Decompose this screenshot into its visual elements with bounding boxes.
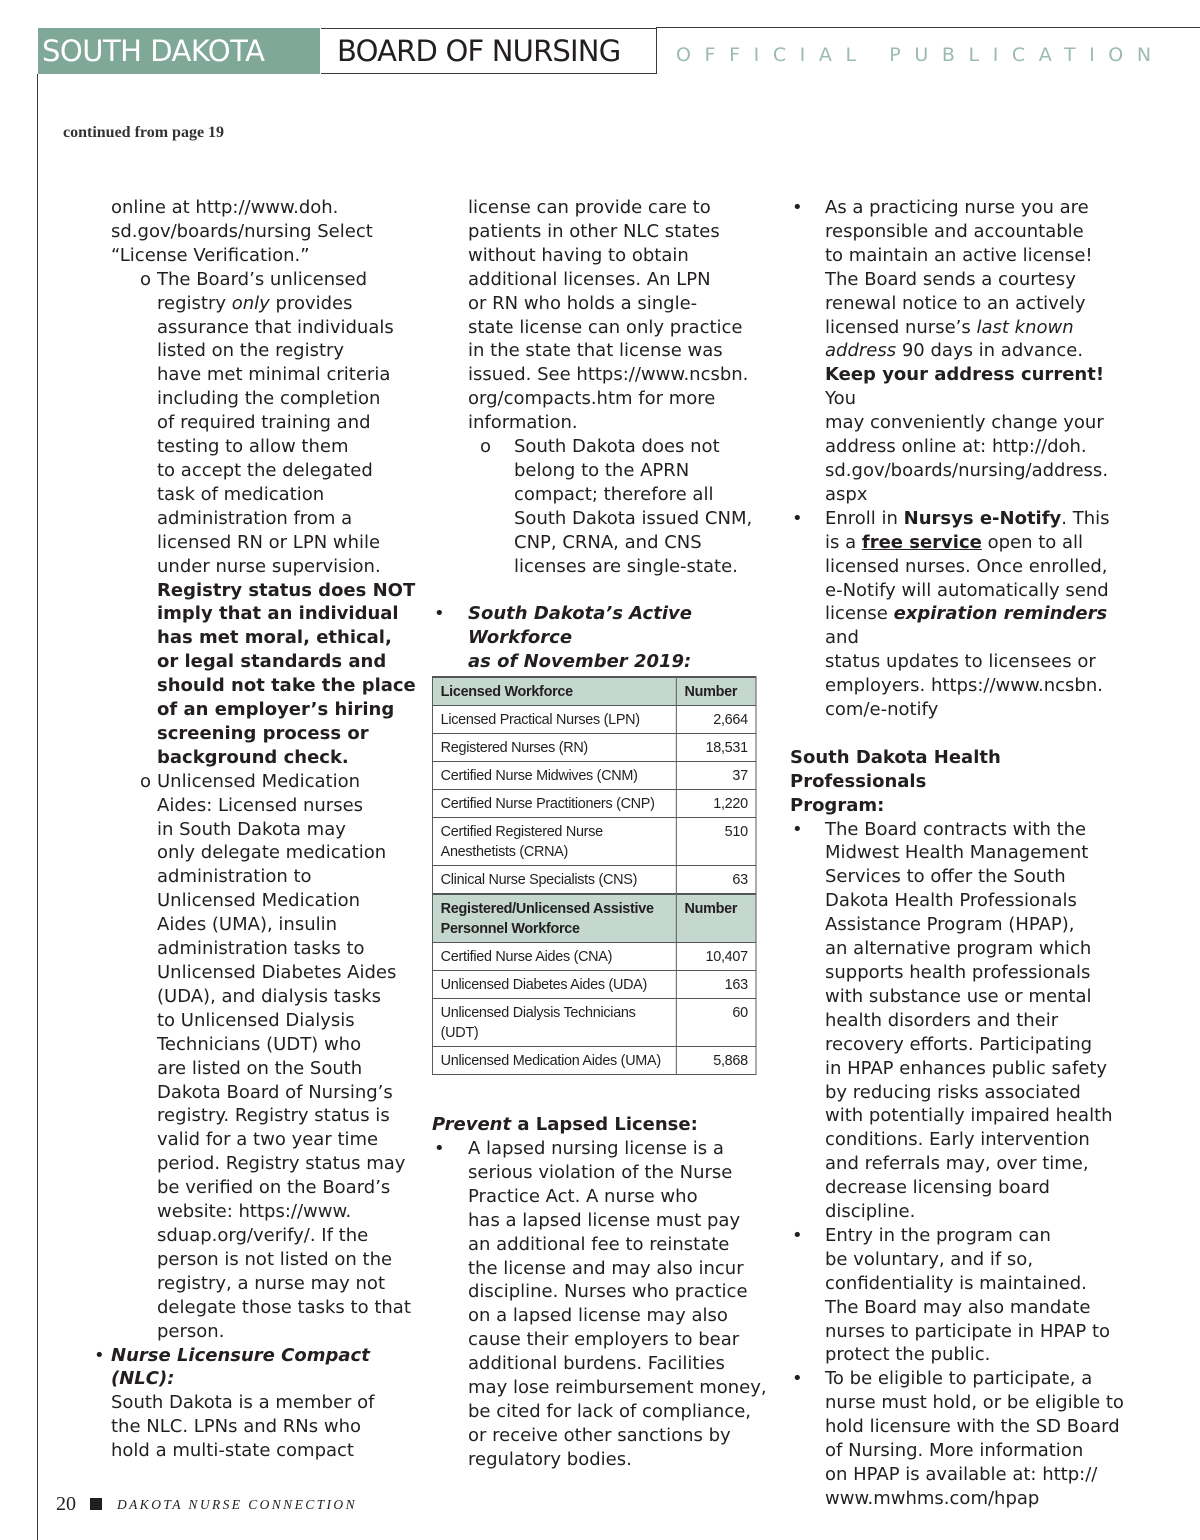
text-line: address 90 days in advance. <box>825 340 1084 362</box>
text-line: license expiration reminders and <box>825 603 1108 649</box>
text-line: patients in other NLC states <box>468 220 720 242</box>
text-line: sduap.org/verify/. If the <box>157 1224 369 1246</box>
text-line: Unlicensed Diabetes Aides <box>157 962 397 983</box>
text-line: are listed on the South <box>157 1057 363 1079</box>
page-number: 20 <box>56 1493 76 1515</box>
hpap-heading: Program: <box>790 794 885 816</box>
text-line: Practice Act. A nurse who <box>468 1185 698 1207</box>
bold-line: background check. <box>157 746 349 768</box>
text-line: Aides (UMA), insulin <box>157 914 338 936</box>
text-line: only delegate medication <box>157 842 387 864</box>
text-line: on a lapsed license may also <box>468 1305 728 1327</box>
bold-line: imply that an individual <box>157 603 399 625</box>
text-line: or RN who holds a single- <box>468 292 698 314</box>
text-line: without having to obtain <box>468 244 689 266</box>
table-cell: Certified Nurse Midwives (CNM) <box>432 762 676 790</box>
table-cell: Unlicensed Dialysis Technicians (UDT) <box>432 999 676 1047</box>
header-rule <box>656 27 1200 28</box>
text-line: have met minimal criteria <box>157 364 391 386</box>
table-cell: Licensed Practical Nurses (LPN) <box>432 706 676 734</box>
verification-paragraph <box>92 196 417 268</box>
table-cell: Unlicensed Medication Aides (UMA) <box>432 1047 676 1075</box>
table-cell: 2,664 <box>676 706 756 734</box>
text-line: e-Notify will automatically send <box>825 579 1109 601</box>
text-line: or receive other sanctions by <box>468 1424 731 1446</box>
table-cell: Certified Registered Nurse Anesthetists (CRNA) <box>432 818 676 866</box>
table-header-row <box>432 677 756 706</box>
table-cell: 510 <box>676 818 756 866</box>
table-header-row <box>432 894 756 943</box>
table-cell: Certified Nurse Practitioners (CNP) <box>432 790 676 818</box>
text-line: in the state that license was <box>468 340 723 362</box>
emphasis: only <box>231 292 270 314</box>
table-row <box>432 999 756 1047</box>
text-line: aspx <box>825 483 868 505</box>
column-3 <box>790 196 1130 1511</box>
table-header-cell: Registered/Unlicensed Assistive Personnel Workforce <box>432 894 676 943</box>
text-line: of required training and <box>157 412 371 434</box>
text-line: may conveniently change your <box>825 412 1104 434</box>
text-line: South Dakota is a member of <box>111 1392 375 1414</box>
hpap-bullet-1 <box>790 818 1130 1224</box>
text-line: o The Board’s unlicensed <box>157 268 367 290</box>
text-line: in South Dakota may <box>157 818 346 840</box>
text-line: registry only provides <box>157 292 353 314</box>
registry-subitem <box>92 268 417 770</box>
text-line: • To be eligible to participate, a <box>825 1368 1093 1390</box>
bold-line: has met moral, ethical, <box>157 627 392 649</box>
table-cell: 163 <box>676 971 756 999</box>
text-line: person is not listed on the <box>157 1248 393 1270</box>
bold-line: should not take the place <box>157 675 416 697</box>
text-line: to maintain an active license! <box>825 244 1093 266</box>
text-line: be verified on the Board’s <box>157 1177 391 1199</box>
table-row <box>432 790 756 818</box>
text-line: Keep your address current! You <box>825 364 1105 410</box>
practice-bullet <box>790 196 1130 507</box>
text-line: • Entry in the program can <box>825 1224 1051 1246</box>
table-row <box>432 866 756 895</box>
table-header-cell: Licensed Workforce <box>432 677 676 706</box>
text-line: administration tasks to <box>157 938 365 960</box>
table-cell: 18,531 <box>676 734 756 762</box>
table-row <box>432 706 756 734</box>
text-line: Services to offer the South <box>825 866 1066 888</box>
bold-line: of an employer’s hiring <box>157 699 395 721</box>
hpap-bullet-2 <box>790 1224 1130 1367</box>
text-line: serious violation of the Nurse <box>468 1161 733 1183</box>
text-line: be voluntary, and if so, <box>825 1248 1034 1270</box>
column-1 <box>92 196 417 1463</box>
table-row <box>432 943 756 971</box>
bold-line: Registry status does NOT <box>157 579 416 601</box>
free-service-link[interactable]: free service <box>861 531 982 553</box>
text-line: • As a practicing nurse you are <box>825 197 1089 218</box>
spacer <box>432 579 772 603</box>
text-line: sd.gov/boards/nursing Select <box>111 220 373 242</box>
workforce-bullet <box>432 602 772 674</box>
text-line: belong to the APRN <box>514 459 690 481</box>
text-line: o Unlicensed Medication <box>157 770 361 792</box>
lapsed-heading: Prevent a Lapsed License: <box>432 1114 698 1136</box>
column-2 <box>432 196 772 1472</box>
text-line: of Nursing. More information <box>825 1440 1084 1462</box>
text-line: conditions. Early intervention <box>825 1129 1090 1151</box>
text-line: discipline. <box>825 1201 916 1223</box>
text-line: with substance use or mental <box>825 985 1092 1007</box>
text-line: under nurse supervision. <box>157 555 381 577</box>
table-cell: 5,868 <box>676 1047 756 1075</box>
bold-line: screening process or <box>157 722 369 744</box>
text-line: an alternative program which <box>825 938 1092 960</box>
text-line: state license can only practice <box>468 316 743 338</box>
bold-line: or legal standards and <box>157 651 387 673</box>
table-cell: 10,407 <box>676 943 756 971</box>
text-line: South Dakota issued CNM, <box>514 507 753 529</box>
workforce-table <box>432 676 756 1075</box>
table-row <box>432 762 756 790</box>
text-line: licensed nurses. Once enrolled, <box>825 555 1108 577</box>
text-line: com/e-notify <box>825 699 939 721</box>
text-line: discipline. Nurses who practice <box>468 1281 748 1303</box>
table-cell: 37 <box>676 762 756 790</box>
page-frame-rule <box>37 74 38 1540</box>
aprn-subitem <box>432 435 772 578</box>
text-line: additional burdens. Facilities <box>468 1353 725 1375</box>
table-cell: 1,220 <box>676 790 756 818</box>
masthead-publication: OFFICIAL PUBLICATION <box>676 44 1165 66</box>
text-line: confidentiality is maintained. <box>825 1272 1087 1294</box>
text-line: in HPAP enhances public safety <box>825 1057 1108 1079</box>
text-line: • The Board contracts with the <box>825 818 1087 840</box>
masthead-state: SOUTH DAKOTA <box>38 28 320 74</box>
text-line: delegate those tasks to that <box>157 1296 411 1318</box>
text-line: with potentially impaired health <box>825 1105 1113 1127</box>
text-line: to Unlicensed Dialysis <box>157 1009 355 1031</box>
text-line: Dakota Health Professionals <box>825 890 1077 912</box>
text-line: the license and may also incur <box>468 1257 744 1279</box>
text-line: the NLC. LPNs and RNs who <box>111 1416 362 1438</box>
text-line: registry. Registry status is <box>157 1105 390 1127</box>
text-line: regulatory bodies. <box>468 1448 632 1470</box>
text-line: renewal notice to an actively <box>825 292 1086 314</box>
lapsed-bullet <box>432 1137 772 1472</box>
text-line: hold licensure with the SD Board <box>825 1416 1120 1438</box>
text-line: and referrals may, over time, <box>825 1153 1089 1175</box>
text-line: website: https://www. <box>157 1201 352 1223</box>
uma-subitem <box>92 770 417 1344</box>
text-line: valid for a two year time <box>157 1129 379 1151</box>
text-line: address online at: http://doh. <box>825 436 1087 458</box>
table-cell: Clinical Nurse Specialists (CNS) <box>432 866 676 895</box>
text-line: (UDA), and dialysis tasks <box>157 985 381 1007</box>
text-line: compact; therefore all <box>514 483 714 505</box>
text-line: supports health professionals <box>825 961 1091 983</box>
enotify-bullet <box>790 507 1130 722</box>
text-line: including the completion <box>157 388 381 410</box>
hpap-bullet-3 <box>790 1367 1130 1510</box>
workforce-heading: as of November 2019: <box>468 651 692 673</box>
nlc-heading: • Nurse Licensure Compact (NLC): <box>111 1344 370 1390</box>
text-line: protect the public. <box>825 1344 991 1366</box>
text-line: org/compacts.htm for more <box>468 388 716 410</box>
text-line: licensed RN or LPN while <box>157 531 381 553</box>
text-line: registry, a nurse may not <box>157 1272 385 1294</box>
text-line: has a lapsed license must pay <box>468 1209 741 1231</box>
text-line: administration to <box>157 866 312 888</box>
text-line: issued. See https://www.ncsbn. <box>468 364 749 386</box>
text-line: status updates to licensees or <box>825 651 1096 673</box>
text-line: “License Verification.” <box>111 244 310 266</box>
text-line: The Board sends a courtesy <box>825 268 1076 290</box>
text-line: assurance that individuals <box>157 316 394 338</box>
spacer <box>432 1075 772 1113</box>
masthead-board: BOARD OF NURSING <box>321 28 657 74</box>
text-line: Assistance Program (HPAP), <box>825 914 1075 936</box>
table-row <box>432 734 756 762</box>
text-line: sd.gov/boards/nursing/address. <box>825 459 1109 481</box>
text-line: The Board may also mandate <box>825 1296 1091 1318</box>
text-line: o South Dakota does not <box>514 436 720 458</box>
text-line: Dakota Board of Nursing’s <box>157 1081 393 1103</box>
text-line: person. <box>157 1320 225 1342</box>
text-line: hold a multi-state compact <box>111 1440 354 1462</box>
text-line: is a free service open to all <box>825 531 1084 553</box>
continued-note: continued from page 19 <box>63 124 225 141</box>
table-row <box>432 971 756 999</box>
text-line: task of medication <box>157 483 325 505</box>
text-line: be cited for lack of compliance, <box>468 1400 752 1422</box>
text-line: licensed nurse’s last known <box>825 316 1074 338</box>
table-cell: Certified Nurse Aides (CNA) <box>432 943 676 971</box>
text-line: may lose reimbursement money, <box>468 1377 767 1399</box>
text-line: nurses to participate in HPAP to <box>825 1320 1111 1342</box>
text-line: on HPAP is available at: http:// <box>825 1464 1098 1486</box>
text-line: nurse must hold, or be eligible to <box>825 1392 1124 1414</box>
text-line: an additional fee to reinstate <box>468 1233 730 1255</box>
nlc-bullet <box>92 1344 417 1464</box>
text-line: Midwest Health Management <box>825 842 1089 864</box>
text-line: CNP, CRNA, and CNS <box>514 531 702 553</box>
text-line: to accept the delegated <box>157 459 373 481</box>
footer-square-icon <box>90 1498 102 1510</box>
table-header-cell: Number <box>676 894 756 943</box>
text-line: license can provide care to <box>468 197 711 218</box>
table-row <box>432 818 756 866</box>
text-line: testing to allow them <box>157 436 349 458</box>
hpap-heading: South Dakota Health Professionals <box>790 746 1001 792</box>
text-line: period. Registry status may <box>157 1153 406 1175</box>
text-line: responsible and accountable <box>825 220 1084 242</box>
text-line: licenses are single-state. <box>514 555 738 577</box>
text-line: listed on the registry <box>157 340 345 362</box>
text-line: Technicians (UDT) who <box>157 1033 362 1055</box>
text-line: employers. https://www.ncsbn. <box>825 675 1103 697</box>
text-line: online at http://www.doh. <box>111 197 339 218</box>
text-line: www.mwhms.com/hpap <box>825 1487 1040 1509</box>
text-line: by reducing risks associated <box>825 1081 1081 1103</box>
table-cell: Unlicensed Diabetes Aides (UDA) <box>432 971 676 999</box>
magazine-name: DAKOTA NURSE CONNECTION <box>117 1497 357 1512</box>
table-cell: 63 <box>676 866 756 895</box>
text-line: administration from a <box>157 507 353 529</box>
workforce-heading: • South Dakota’s Active Workforce <box>468 603 692 649</box>
table-cell: 60 <box>676 999 756 1047</box>
text-line: • Enroll in Nursys e-Notify. This <box>825 507 1110 529</box>
text-line: decrease licensing board <box>825 1177 1050 1199</box>
text-line: • A lapsed nursing license is a <box>468 1138 724 1160</box>
table-header-cell: Number <box>676 677 756 706</box>
text-line: health disorders and their <box>825 1009 1059 1031</box>
text-line: additional licenses. An LPN <box>468 268 711 290</box>
text-line: Unlicensed Medication <box>157 890 361 912</box>
text-line: cause their employers to bear <box>468 1329 740 1351</box>
table-row <box>432 1047 756 1075</box>
text-line: information. <box>468 412 578 434</box>
nlc-continued-paragraph <box>432 196 772 435</box>
spacer <box>790 722 1130 746</box>
text-line: Aides: Licensed nurses <box>157 794 364 816</box>
text-line: recovery efforts. Participating <box>825 1033 1093 1055</box>
table-cell: Registered Nurses (RN) <box>432 734 676 762</box>
